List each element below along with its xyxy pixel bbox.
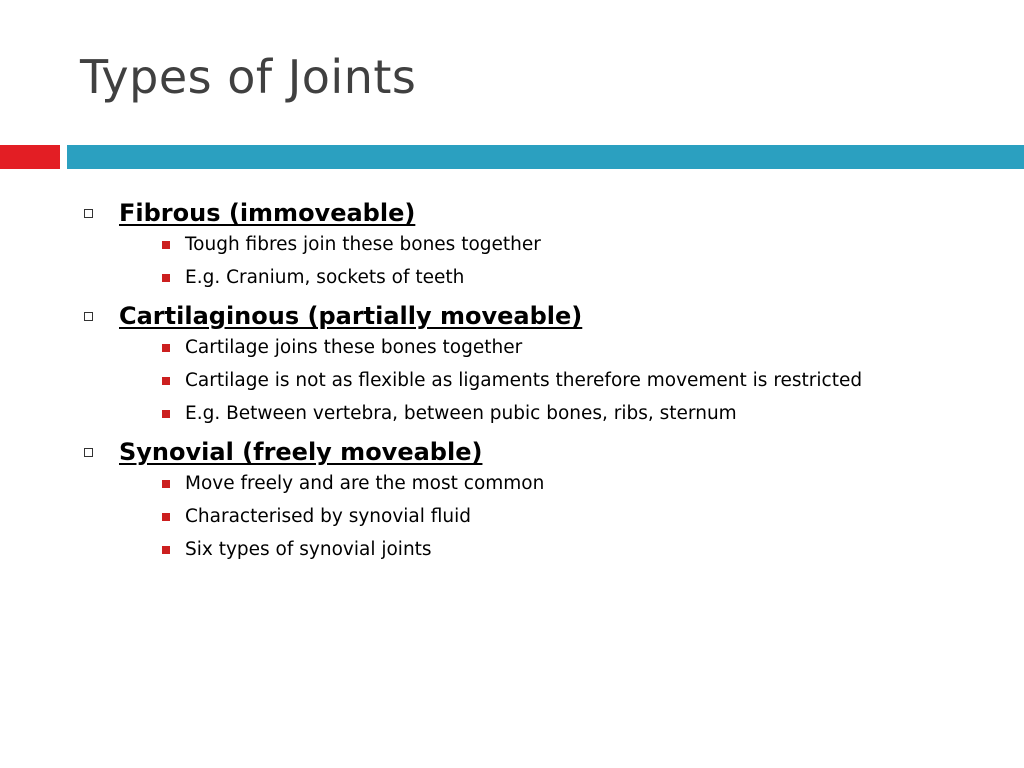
red-square-bullet-icon [162,274,170,282]
red-square-bullet-icon [162,410,170,418]
slide-title: Types of Joints [80,50,417,104]
hollow-square-icon [84,312,93,321]
list-item-text: Characterised by synovial fluid [185,506,472,527]
red-square-bullet-icon [162,344,170,352]
list-item-text: Cartilage is not as flexible as ligaments therefore movement is restricted [185,370,863,391]
list-item [84,537,885,563]
list-item-text: E.g. Cranium, sockets of teeth [185,267,465,288]
section-heading-text: Synovial (freely moveable) [119,438,483,466]
red-square-bullet-icon [162,546,170,554]
section-synovial [84,435,884,563]
title-rule-red-segment [0,145,60,169]
red-square-bullet-icon [162,480,170,488]
list-item [84,368,885,394]
section-heading [84,435,884,469]
hollow-square-icon [84,448,93,457]
list-item-text: Move freely and are the most common [185,473,545,494]
hollow-square-icon [84,209,93,218]
list-item [84,232,885,258]
list-item-text: Six types of synovial joints [185,539,432,560]
section-heading [84,196,884,230]
list-item [84,265,885,291]
list-item [84,335,885,361]
section-cartilaginous [84,299,884,427]
list-item [84,401,885,427]
section-heading [84,299,884,333]
list-item-text: Tough fibres join these bones together [185,234,541,255]
list-item-text: E.g. Between vertebra, between pubic bones, ribs, sternum [185,403,737,424]
section-heading-text: Cartilaginous (partially moveable) [119,302,583,330]
section-heading-text: Fibrous (immoveable) [119,199,416,227]
list-item [84,504,885,530]
red-square-bullet-icon [162,513,170,521]
section-fibrous [84,196,884,291]
red-square-bullet-icon [162,241,170,249]
list-item [84,471,885,497]
list-item-text: Cartilage joins these bones together [185,337,523,358]
slide-content [84,196,884,571]
title-rule-blue-segment [67,145,1024,169]
red-square-bullet-icon [162,377,170,385]
